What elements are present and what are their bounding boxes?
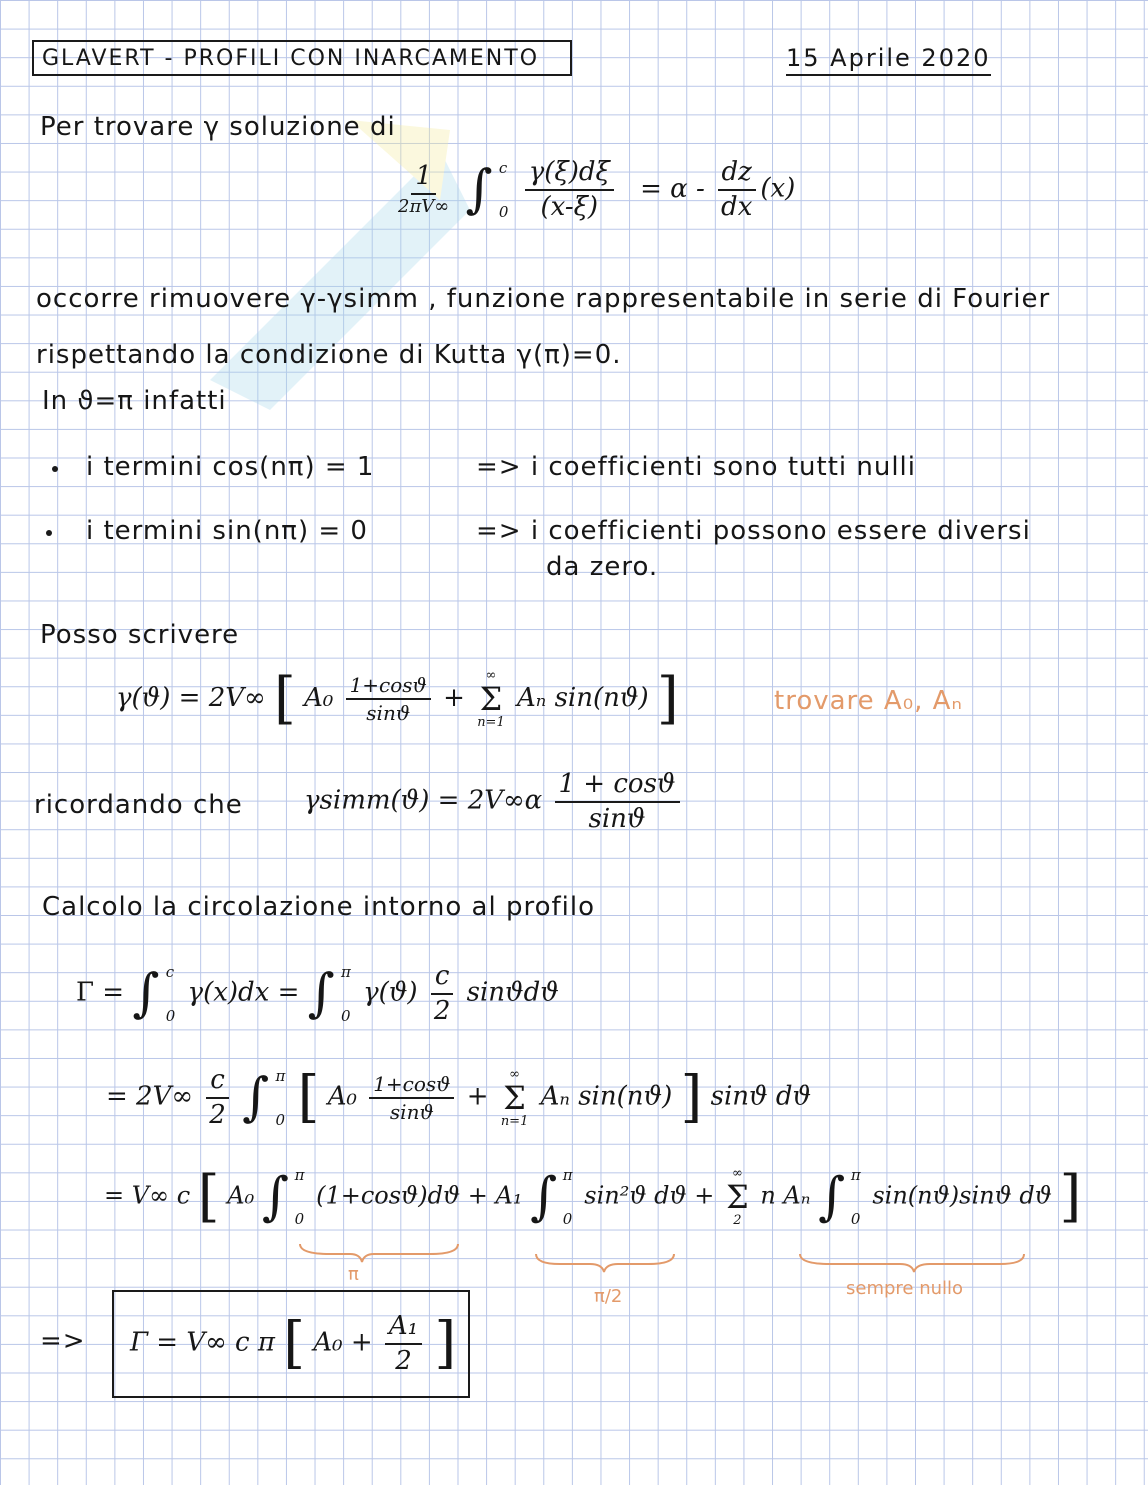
brace-note-sempre-nullo: sempre nullo: [846, 1278, 964, 1299]
equation-gamma-simm: γsimm(ϑ) = 2V∞α $\frac{1 + \cos ϑ}{\sin ϑ}$: [304, 770, 684, 833]
equation-integral: $\frac{1}{2\pi V\infty}$ ∫ c 0 $\frac{\gamma(\xi)d\xi}{(x-\xi)}$ = α - $\frac{dz}{dx}$ (x): [390, 158, 795, 221]
trovare-note: trovare A₀, Aₙ: [774, 686, 963, 716]
fraction: $\frac{1}{2\pi V\infty}$: [398, 161, 450, 217]
integrand-fraction: $\frac{\gamma(\xi)d\xi}{(x-\xi)}$: [525, 158, 614, 221]
underbrace-2: [536, 1254, 674, 1272]
equation-circulation-expanded: = 2V∞ $\frac{c}{2}$ ∫ π 0 [ A₀ $\frac{1+\cos ϑ}{\sin ϑ}$ + ∞ Σ n=1 Aₙ sin(nϑ) ] sinϑ dϑ: [106, 1064, 812, 1130]
equation-circulation: Γ = ∫ c 0 γ(x)dx = ∫ π 0 γ(ϑ) $\frac{c}{2}$ sinϑdϑ: [76, 961, 559, 1026]
integral-sign: ∫: [465, 159, 493, 220]
bullet1-text: i termini cos(nπ) = 1: [86, 452, 375, 482]
page-title: GLAVERT - PROFILI CON INARCAMENTO: [32, 40, 572, 76]
underbrace-3: [800, 1254, 1024, 1272]
occorre-line-1: occorre rimuovere γ-γsimm , funzione rappresentabile in serie di Fourier: [36, 284, 1051, 314]
in-theta-line: In ϑ=π infatti: [42, 386, 227, 416]
bullet2-text: i termini sin(nπ) = 0: [86, 516, 368, 546]
equation-result: Γ = V∞ c π [ A₀ + $\frac{\text{A₁}}{2}$ ]: [130, 1310, 457, 1376]
equation-gamma-series: γ(ϑ) = 2V∞ [ A₀ $\frac{1+\cos ϑ}{\sin ϑ}$ + ∞ Σ n=1 Aₙ sin(nϑ) ]: [116, 666, 679, 731]
implies-arrow: =>: [40, 1326, 86, 1356]
bullet1-conclusion: => i coefficienti sono tutti nulli: [476, 452, 917, 482]
bullet2-conclusion: => i coefficienti possono essere diversi: [476, 516, 1031, 546]
page-date: 15 Aprile 2020: [786, 44, 991, 76]
brace-note-pi-half: π/2: [594, 1286, 623, 1307]
calcolo-line: Calcolo la circolazione intorno al profilo: [42, 892, 595, 922]
occorre-line-2: rispettando la condizione di Kutta γ(π)=0.: [36, 340, 622, 370]
underbrace-1: [300, 1244, 458, 1262]
bullet2-continuation: da zero.: [546, 552, 659, 582]
ricordando-line: ricordando che: [34, 790, 243, 820]
brace-note-pi: π: [348, 1264, 359, 1285]
posso-line: Posso scrivere: [40, 620, 240, 650]
intro-line: Per trovare γ soluzione di: [40, 112, 396, 142]
equation-circulation-terms: = V∞ c [ A₀ ∫ π 0 (1+cosϑ)dϑ + A₁ ∫ π 0 sin²ϑ dϑ + ∞ Σ 2 n Aₙ ∫ π 0 sin(nϑ)sinϑ dϑ ]: [104, 1164, 1082, 1229]
